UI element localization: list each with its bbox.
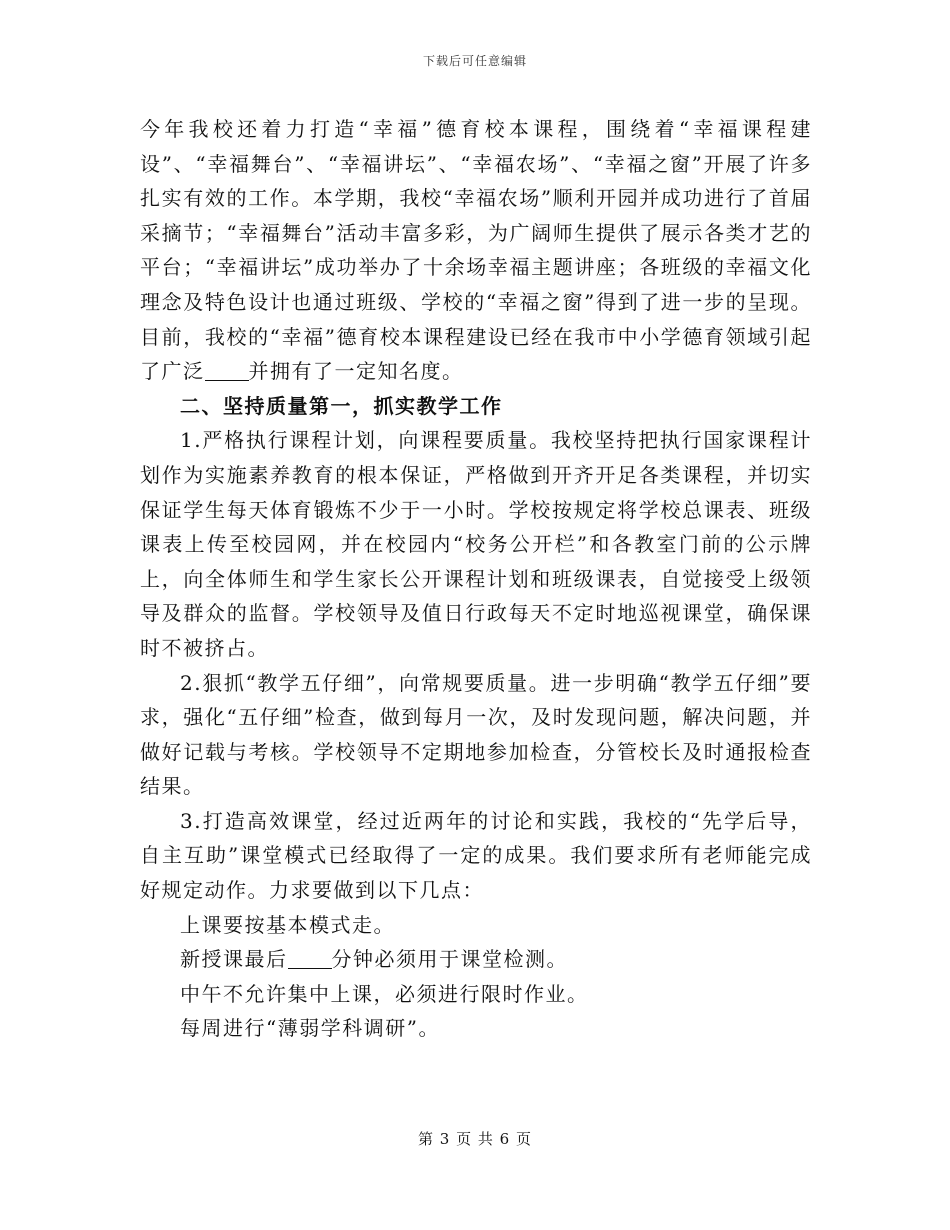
document-body [140, 112, 812, 1046]
point-text: 分钟必须用于课堂检测。 [331, 947, 568, 972]
requirement-point-3: 中午不允许集中上课，必须进行限时作业。 [180, 981, 589, 1006]
requirement-point-1: 上课要按基本模式走。 [180, 912, 395, 937]
paragraph-happiness-curriculum [140, 112, 812, 389]
requirement-point-2 [140, 942, 812, 977]
section-heading: 二、坚持质量第一，抓实教学工作 [180, 393, 503, 418]
list-item-teaching-routine: 2.狠抓“教学五仔细”，向常规要质量。进一步明确“教学五仔细”要求，强化“五仔细”检查，做到每月一次，及时发现问题，解决问题，并做好记载与考核。学校领导不定期地参加检查，分管校长及时通报检查结果。 [140, 670, 812, 799]
list-item-efficient-classroom: 3.打造高效课堂，经过近两年的讨论和实践，我校的“先学后导，自主互助”课堂模式已经取得了一定的成果。我们要求所有老师能完成好规定动作。力求要做到以下几点： [140, 808, 812, 903]
fill-in-blank [205, 360, 249, 381]
page-header-note: 下载后可任意编辑 [422, 54, 527, 68]
paragraph-text: 并拥有了一定知名度。 [248, 359, 464, 384]
list-item-curriculum-plan: 1.严格执行课程计划，向课程要质量。我校坚持把执行国家课程计划作为实施素养教育的根本保证，严格做到开齐开足各类课程，并切实保证学生每天体育锻炼不少于一小时。学校按规定将学校总课表、班级课表上传至校园网，并在校园内“校务公开栏”和各教室门前的公示牌上，向全体师生和学生家长公开课程计划和班级课表，自觉接受上级领导及群众的监督。学校领导及值日行政每天不定时地巡视课堂，确保课时不被挤占。 [140, 428, 812, 660]
paragraph-text: 今年我校还着力打造“幸福”德育校本课程，围绕着“幸福课程建设”、“幸福舞台”、“幸福讲坛”、“幸福农场”、“幸福之窗”开展了许多扎实有效的工作。本学期，我校“幸福农场”顺利开园并成功进行了首届采摘节；“幸福舞台”活动丰富多彩，为广阔师生提供了展示各类才艺的平台；“幸福讲坛”成功举办了十余场幸福主题讲座；各班级的幸福文化理念及特色设计也通过班级、学校的“幸福之窗”得到了进一步的呈现。目前，我校的“幸福”德育校本课程建设已经在我市中小学德育领域引起了广泛 [140, 117, 812, 384]
point-text: 新授课最后 [180, 947, 288, 972]
fill-in-blank [288, 948, 332, 969]
page-number: 第 3 页 共 6 页 [418, 1130, 532, 1148]
requirement-point-4: 每周进行“薄弱学科调研”。 [180, 1016, 440, 1041]
